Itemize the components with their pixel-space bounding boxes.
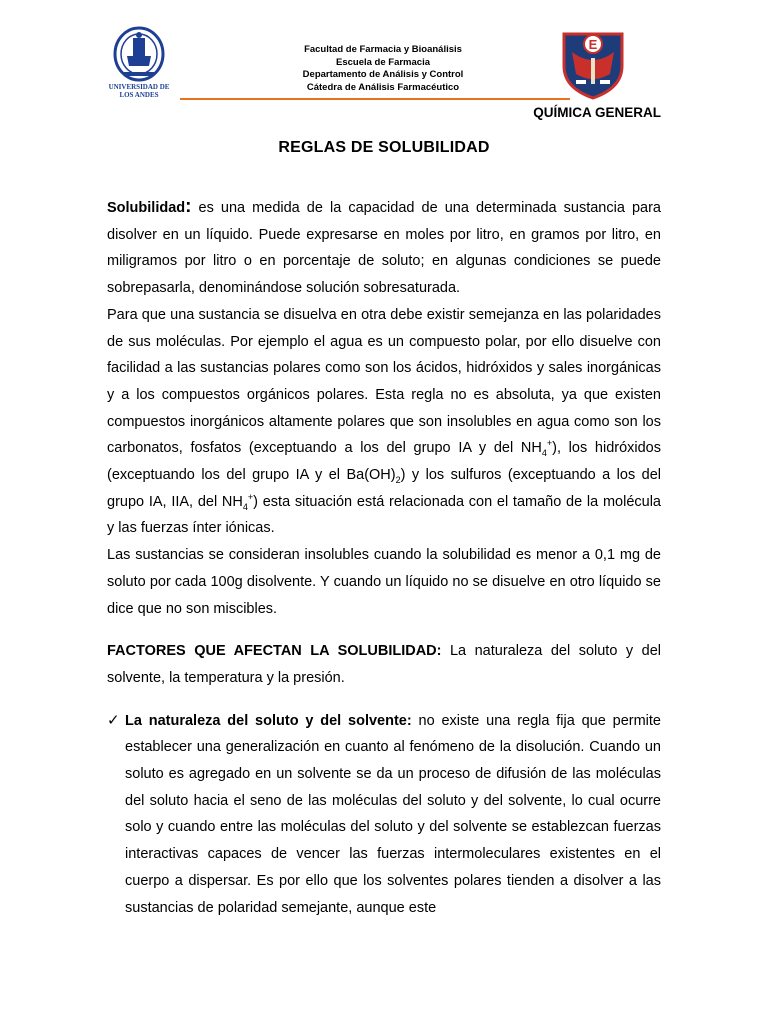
paragraph-insoluble: Las sustancias se consideran insolubles cuando la solubilidad es menor a 0,1 mg de soluto por cada 100g disolvente. Y cuando un líquido no se disuelve en otro líquido se dice que no son miscibles. [107,547,661,617]
university-logo-text: UNIVERSIDAD DE LOS ANDES [108,83,170,99]
baoh2-subscript: 2 [395,474,401,485]
polarity-text-b: ), los hidróxidos (exceptuando los del grupo IA y el Ba(OH) [107,440,661,484]
header-chair: Cátedra de Análisis Farmacéutico [306,81,460,93]
header-faculty: Facultad de Farmacia y Bioanálisis [304,44,462,55]
svg-text:E: E [588,37,598,52]
polarity-text-a: Para que una sustancia se disuelva en otra debe existir semejanza en las polaridades de sus moléculas. Por ejemplo el agua es un compuesto polar, por ello disuelve con facilidad a las sustancias polares como son los ácidos, hidróxidos y sales inorgánicas y a los compuestos orgánicos polares. Esta regla no es absoluta, ya que existen compuestos inorgánicos altamente polares que son insolubles en agua como son los carbonatos, fosfatos (exceptuando a los del grupo IA y del NH [107,306,661,457]
bullet-item-nature [107,708,661,922]
header-school: Escuela de Farmacia [336,56,430,68]
definition-text: es una medida de la capacidad de una determinada sustancia para disolver en un líquido. Puede expresarse en moles por litro, en gramos por litro, en miligramos por litro o en porcentaje de soluto; en algunas condiciones se puede sobrepasarla, denominándose solución sobresaturada. [107,200,661,297]
nh4-subscript-1: 4 [541,448,547,459]
bullet-text [125,708,661,922]
pharmacy-shield-logo [560,28,626,100]
nh4-subscript-2: 4 [242,501,248,512]
document-body [107,195,661,921]
paragraph-factors [107,638,661,691]
term-solubilidad: Solubilidad [107,200,186,216]
paragraph-definition [107,195,661,302]
university-logo [106,26,172,104]
paragraph-polarity [107,302,661,542]
polarity-text-d: ) esta situación está relacionada con el tamaño de la molécula y las fuerzas ínter iónicas. [107,493,661,537]
institution-header [258,44,508,94]
nh4-superscript-1: + [546,438,553,449]
checkmark-icon: ✓ [107,711,120,729]
header-divider [180,98,570,100]
bullet-body: no existe una regla fija que permite establecer una generalización en cuanto al fenómeno de la disolución. Cuando un soluto es agregado en un solvente se da un proceso de difusión de las moléculas del soluto hacia el seno de las moléculas del soluto y del solvente, lo cual ocurre solo y cuando entre las moléculas del soluto y del solvente se establezcan fuerzas interactivas capaces de vencer las fuerzas intermoleculares existentes en el cuerpo a dispersar. Es por ello que los solventes polares tienden a disolver a las sustancias de polaridad semejante, aunque este [125,712,661,916]
course-name: QUÍMICA GENERAL [533,105,661,120]
spacer [107,622,661,638]
spacer [107,692,661,708]
bullet-heading: La naturaleza del soluto y del solvente: [125,712,412,729]
factors-heading: FACTORES QUE AFECTAN LA SOLUBILIDAD: [107,643,442,660]
header-department: Departamento de Análisis y Control [302,69,464,80]
factors-text: La naturaleza del soluto y del solvente, la temperatura y la presión. [107,643,661,686]
polarity-text-c: ) y los sulfuros (exceptuando a los del grupo IA, IIA, del NH [107,467,662,510]
nh4-superscript-2: + [247,491,254,502]
page-title: REGLAS DE SOLUBILIDAD [278,139,490,156]
term-colon: : [185,196,192,217]
